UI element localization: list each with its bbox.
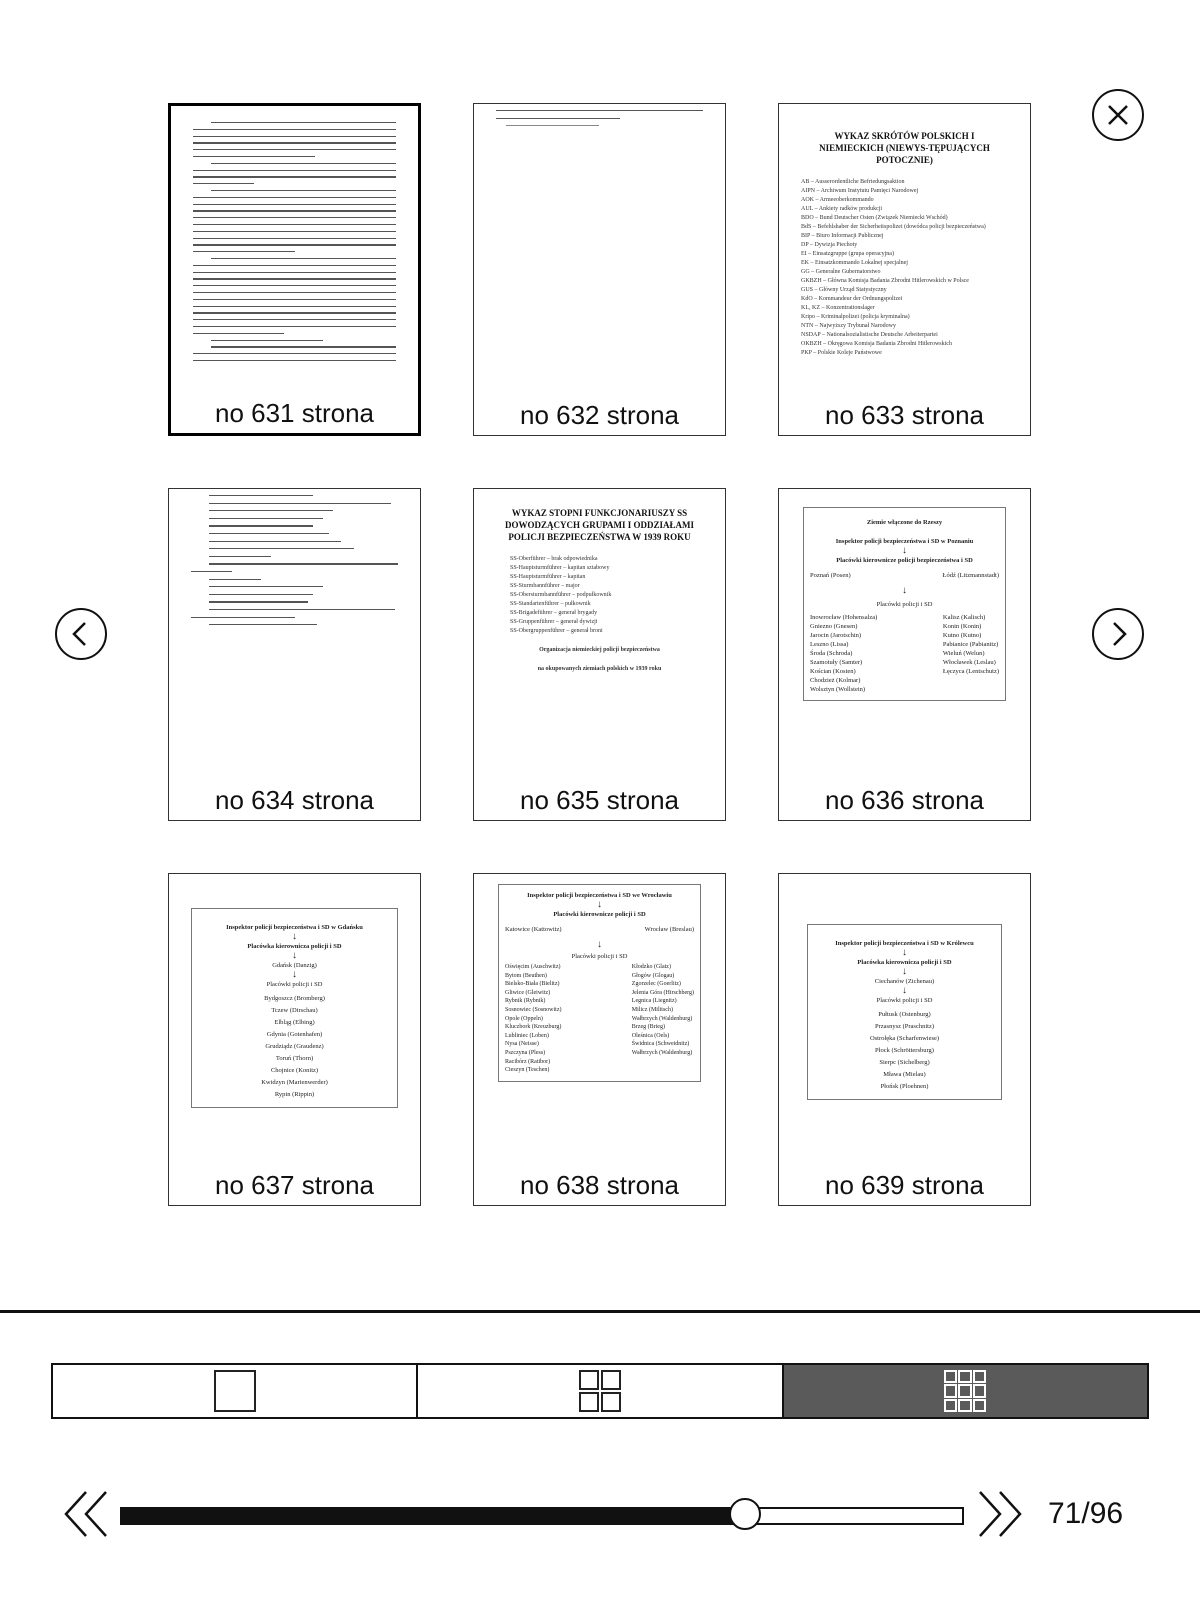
rank-item: SS-Sturmbannführer – major bbox=[510, 583, 580, 589]
city-item: Jarocin (Jarotschin) bbox=[810, 632, 862, 639]
four-pages-icon bbox=[579, 1370, 621, 1412]
four-pages-view-button[interactable] bbox=[418, 1365, 783, 1417]
city-item: Przasnysz (Praschnitz) bbox=[874, 1023, 935, 1030]
city-item: Kłodzko (Glatz) bbox=[631, 964, 671, 970]
diagram-node: Placówki policji i SD bbox=[876, 601, 933, 608]
abbreviation-item: GUS – Główny Urząd Statystyczny bbox=[801, 287, 887, 293]
abbreviation-item: OKBZH – Okręgowa Komisja Badania Zbrodni Hitlerowskich bbox=[801, 341, 952, 347]
rank-item: SS-Obersturmbannführer – podpułkownik bbox=[510, 592, 612, 598]
chevron-left-icon bbox=[57, 610, 105, 658]
page-preview bbox=[496, 110, 703, 385]
arrow-down-icon: ↓ bbox=[902, 985, 907, 996]
next-page-button[interactable] bbox=[1092, 608, 1144, 660]
city-item: Brzeg (Brieg) bbox=[631, 1024, 665, 1031]
page-thumbnail[interactable] bbox=[778, 103, 1031, 436]
city-item: Wolsztyn (Wollstein) bbox=[810, 686, 866, 693]
page-heading: WYKAZ SKRÓTÓW POLSKICH I NIEMIECKICH (NIEWYS-TĘPUJĄCYCH POTOCZNIE) bbox=[819, 131, 990, 165]
diagram-node: Poznań (Posen) bbox=[810, 572, 851, 579]
city-item: Wałbrzych (Waldenburg) bbox=[631, 1015, 693, 1022]
city-item: Nysa (Neisse) bbox=[505, 1041, 539, 1048]
diagram-title: Ziemie włączone do Rzeszy bbox=[866, 519, 943, 526]
city-item: Kwidzyn (Marienwerder) bbox=[261, 1079, 328, 1086]
close-button[interactable] bbox=[1092, 89, 1144, 141]
abbreviation-item: AOK – Armeeoberkommando bbox=[801, 197, 874, 203]
rank-item: SS-Oberführer – brak odpowiednika bbox=[510, 556, 598, 562]
city-item: Włocławek (Leslau) bbox=[942, 659, 996, 666]
city-item: Kalisz (Kalisch) bbox=[942, 614, 986, 621]
org-diagram bbox=[191, 908, 398, 1108]
city-item: Szamotuły (Samter) bbox=[810, 659, 863, 666]
page-preview bbox=[496, 497, 703, 770]
diagram-node: Katowice (Kattowitz) bbox=[505, 926, 562, 933]
diagram-node: Inspektor policji bezpieczeństwa i SD we Wrocławiu bbox=[527, 892, 672, 899]
abbreviation-item: EK – Einsatzkommando Lokalnej specjalnej bbox=[801, 260, 908, 266]
city-item: Bielsko-Biała (Bielitz) bbox=[505, 981, 560, 988]
page-caption: no 635 strona bbox=[519, 785, 679, 815]
arrow-down-icon: ↓ bbox=[902, 585, 907, 596]
page-thumbnail[interactable] bbox=[778, 873, 1031, 1206]
chevron-right-icon bbox=[1094, 610, 1142, 658]
page-thumbnail[interactable] bbox=[168, 873, 421, 1206]
page-preview bbox=[803, 920, 1006, 1155]
rank-item: SS-Standartenführer – pułkownik bbox=[510, 601, 591, 607]
city-column bbox=[810, 613, 877, 694]
city-item: Bydgoszcz (Bromberg) bbox=[264, 995, 325, 1002]
city-item: Rybnik (Rybnik) bbox=[505, 998, 546, 1005]
diagram-node: Wrocław (Breslau) bbox=[644, 926, 694, 933]
page-counter: 71/96 bbox=[1048, 1497, 1124, 1530]
diagram-node: Placówki kierownicze policji bezpieczeństwa i SD bbox=[836, 557, 973, 564]
view-mode-switch bbox=[51, 1363, 1149, 1419]
last-page-button[interactable] bbox=[972, 1488, 1026, 1540]
rank-item: SS-Hauptsturmführer – kapitan bbox=[510, 574, 586, 580]
diagram-node: Inspektor policji bezpieczeństwa i SD w Gdańsku bbox=[226, 924, 363, 931]
nine-pages-view-button[interactable] bbox=[784, 1365, 1147, 1417]
city-item: Bytom (Beuthen) bbox=[505, 972, 547, 979]
city-column bbox=[505, 963, 562, 1075]
city-item: Grudziądz (Graudenz) bbox=[265, 1043, 324, 1050]
arrow-down-icon: ↓ bbox=[902, 545, 907, 556]
city-item: Cieszyn (Teschen) bbox=[505, 1067, 550, 1074]
city-item: Świdnica (Schweidnitz) bbox=[631, 1041, 690, 1048]
rank-item: SS-Gruppenführer – generał dywizji bbox=[510, 619, 598, 625]
page-caption: no 636 strona bbox=[824, 785, 984, 815]
rank-item: SS-Brigadeführer – generał brygady bbox=[510, 610, 598, 616]
city-item: Gdynia (Gotenhafen) bbox=[266, 1031, 323, 1038]
page-thumbnail[interactable] bbox=[473, 873, 726, 1206]
arrow-down-icon: ↓ bbox=[597, 899, 602, 910]
diagram-node: Inspektor policji bezpieczeństwa i SD w Królewcu bbox=[835, 940, 974, 947]
city-item: Milicz (Militsch) bbox=[631, 1006, 673, 1013]
arrow-down-icon: ↓ bbox=[902, 947, 907, 958]
nine-pages-icon bbox=[944, 1370, 986, 1412]
city-item: Gniezno (Gnesen) bbox=[810, 623, 858, 630]
city-item: Racibórz (Ratibor) bbox=[505, 1058, 551, 1065]
toolbar-divider bbox=[0, 1310, 1200, 1313]
page-preview bbox=[494, 880, 705, 1155]
city-item: Kościan (Kosten) bbox=[810, 668, 856, 675]
city-list bbox=[814, 1009, 995, 1093]
city-column bbox=[632, 963, 694, 1075]
arrow-down-icon: ↓ bbox=[292, 950, 297, 961]
rank-item: SS-Hauptsturmführer – kapitan sztabowy bbox=[510, 565, 610, 571]
page-subheading: Organizacja niemieckiej policji bezpieczeństwa bbox=[539, 647, 660, 653]
abbreviation-item: AB – Ausserordentliche Befriedungsaktion bbox=[801, 179, 905, 185]
slider-fill bbox=[122, 1509, 747, 1523]
arrow-down-icon: ↓ bbox=[292, 969, 297, 980]
page-preview bbox=[187, 904, 402, 1155]
page-preview bbox=[193, 122, 396, 383]
diagram-node: Łódź (Litzmannstadt) bbox=[942, 572, 999, 579]
city-item: Zgorzelec (Goerlitz) bbox=[631, 981, 681, 988]
diagram-node: Ciechanów (Zichenau) bbox=[874, 978, 935, 985]
page-caption: no 632 strona bbox=[519, 400, 679, 430]
city-item: Lubliniec (Loben) bbox=[505, 1032, 549, 1039]
city-item: Oleśnica (Oels) bbox=[631, 1032, 670, 1039]
city-item: Pułtusk (Ostenburg) bbox=[878, 1011, 931, 1018]
slider-handle[interactable] bbox=[729, 1498, 761, 1530]
abbreviation-item: DP – Dywizja Piechoty bbox=[801, 242, 858, 248]
rank-list bbox=[510, 555, 703, 636]
city-item: Gliwice (Gleiwitz) bbox=[505, 989, 551, 996]
page-progress-bar bbox=[0, 1480, 1200, 1550]
city-item: Wałbrzych (Waldenburg) bbox=[631, 1049, 693, 1056]
page-thumbnail[interactable] bbox=[473, 488, 726, 821]
double-chevron-left-icon bbox=[60, 1488, 114, 1540]
city-item: Sierpc (Sichelberg) bbox=[879, 1059, 930, 1066]
city-item: Kluczbork (Kreuzburg) bbox=[505, 1024, 562, 1031]
diagram-node: Placówka kierownicza policji i SD bbox=[247, 943, 342, 950]
abbreviation-item: KL, KZ – Konzentrationslager bbox=[801, 305, 875, 311]
city-item: Wieluń (Welun) bbox=[942, 650, 985, 657]
page-preview bbox=[799, 503, 1010, 770]
page-caption: no 631 strona bbox=[214, 398, 374, 428]
org-diagram bbox=[498, 884, 701, 1082]
page-caption: no 634 strona bbox=[214, 785, 374, 815]
city-item: Jelenia Góra (Hirschberg) bbox=[631, 989, 694, 996]
abbreviation-list bbox=[801, 178, 1008, 358]
city-item: Płock (Schröttersburg) bbox=[875, 1047, 934, 1054]
city-item: Oświęcim (Auschwitz) bbox=[505, 964, 561, 970]
diagram-node: Placówki policji i SD bbox=[571, 953, 628, 960]
city-item: Pabianice (Pabianitz) bbox=[942, 641, 999, 648]
abbreviation-item: BIP – Biuro Informacji Publicznej bbox=[801, 233, 884, 239]
city-item: Łęczyca (Lentschutz) bbox=[942, 668, 999, 675]
page-heading: WYKAZ STOPNI FUNKCJONARIUSZY SS DOWODZĄCYCH GRUPAMI I ODDZIAŁAMI POLICJI BEZPIECZEŃSTWA W 1939 ROKU bbox=[504, 508, 695, 542]
city-item: Kutno (Kutno) bbox=[942, 632, 982, 639]
city-item: Opole (Oppeln) bbox=[505, 1015, 543, 1022]
city-item: Legnica (Liegnitz) bbox=[631, 998, 677, 1005]
diagram-node: Inspektor policji bezpieczeństwa i SD w Poznaniu bbox=[835, 538, 974, 545]
org-diagram bbox=[803, 507, 1006, 701]
city-item: Rypin (Rippin) bbox=[274, 1091, 315, 1098]
city-list bbox=[198, 993, 391, 1101]
arrow-down-icon: ↓ bbox=[902, 966, 907, 977]
previous-page-button[interactable] bbox=[55, 608, 107, 660]
city-item: Płońsk (Ploehnen) bbox=[880, 1083, 929, 1090]
diagram-node: Placówka kierownicza policji i SD bbox=[857, 959, 952, 966]
page-thumbnail[interactable] bbox=[473, 103, 726, 436]
page-caption: no 633 strona bbox=[824, 400, 984, 430]
org-diagram bbox=[807, 924, 1002, 1100]
page-preview bbox=[191, 495, 398, 770]
single-page-icon bbox=[214, 1370, 256, 1412]
city-item: Chodzież (Kolmar) bbox=[810, 677, 861, 684]
page-subheading: na okupowanych ziemiach polskich w 1939 roku bbox=[537, 666, 662, 672]
page-caption: no 638 strona bbox=[519, 1170, 679, 1200]
abbreviation-item: BDO – Bund Deutscher Osten (Związek Niemiecki Wschód) bbox=[801, 215, 948, 221]
diagram-node: Placówki policji i SD bbox=[876, 997, 933, 1004]
city-item: Środa (Schroda) bbox=[810, 650, 853, 657]
city-item: Konin (Konin) bbox=[942, 623, 982, 630]
page-thumbnail[interactable] bbox=[168, 103, 421, 436]
city-item: Leszno (Lissa) bbox=[810, 641, 849, 648]
abbreviation-item: Kripo – Kriminalpolizei (policja kryminalna) bbox=[801, 314, 910, 320]
city-item: Chojnice (Konitz) bbox=[270, 1067, 319, 1074]
city-item: Inowrocław (Hohensalza) bbox=[810, 614, 878, 621]
page-thumbnail[interactable] bbox=[778, 488, 1031, 821]
city-item: Toruń (Thorn) bbox=[275, 1055, 314, 1062]
page-thumbnail[interactable] bbox=[168, 488, 421, 821]
abbreviation-item: PKP – Polskie Koleje Państwowe bbox=[801, 350, 882, 356]
diagram-node: Placówki kierownicze policji i SD bbox=[553, 911, 646, 918]
city-item: Mława (Mielau) bbox=[883, 1071, 926, 1078]
diagram-node: Gdańsk (Danzig) bbox=[272, 962, 317, 969]
arrow-down-icon: ↓ bbox=[292, 931, 297, 942]
page-caption: no 639 strona bbox=[824, 1170, 984, 1200]
single-page-view-button[interactable] bbox=[53, 1365, 418, 1417]
city-column bbox=[943, 613, 999, 694]
abbreviation-item: GG – Generalne Gubernatorstwo bbox=[801, 269, 881, 275]
diagram-node: Placówki policji i SD bbox=[266, 981, 323, 988]
abbreviation-item: NTN – Najwyższy Trybunał Narodowy bbox=[801, 323, 896, 329]
arrow-down-icon: ↓ bbox=[597, 939, 602, 950]
abbreviation-item: BdS – Befehlshaber der Sicherheitspolizei (dowódca policji bezpieczeństwa) bbox=[801, 224, 986, 230]
abbreviation-item: NSDAP – Nationalsozialistische Deutsche Arbeiterpartei bbox=[801, 332, 938, 338]
city-item: Sosnowiec (Sosnowitz) bbox=[505, 1006, 562, 1013]
abbreviation-item: EI – Einsatzgruppe (grupa operacyjna) bbox=[801, 251, 894, 257]
abbreviation-item: AUL – Ankiety radków produkcji bbox=[801, 206, 883, 212]
abbreviation-item: KdO – Kommandeur der Ordnungspolizei bbox=[801, 296, 903, 302]
rank-item: SS-Obergruppenführer – generał broni bbox=[510, 628, 603, 634]
page-caption: no 637 strona bbox=[214, 1170, 374, 1200]
city-item: Ostrołęka (Scharfenwiese) bbox=[869, 1035, 940, 1042]
double-chevron-right-icon bbox=[972, 1488, 1026, 1540]
city-item: Pszczyna (Pless) bbox=[505, 1049, 546, 1056]
abbreviation-item: AIPN – Archiwum Instytutu Pamięci Narodowej bbox=[801, 188, 919, 194]
abbreviation-item: GKBZH – Główna Komisja Badania Zbrodni Hitlerowskich w Polsce bbox=[801, 278, 969, 284]
city-item: Tczew (Dirschau) bbox=[271, 1007, 318, 1014]
city-item: Głogów (Glogau) bbox=[631, 972, 675, 979]
page-preview bbox=[801, 120, 1008, 385]
first-page-button[interactable] bbox=[60, 1488, 114, 1540]
page-slider[interactable] bbox=[120, 1507, 964, 1525]
close-icon bbox=[1094, 91, 1142, 139]
city-item: Elbląg (Elbing) bbox=[274, 1019, 315, 1026]
